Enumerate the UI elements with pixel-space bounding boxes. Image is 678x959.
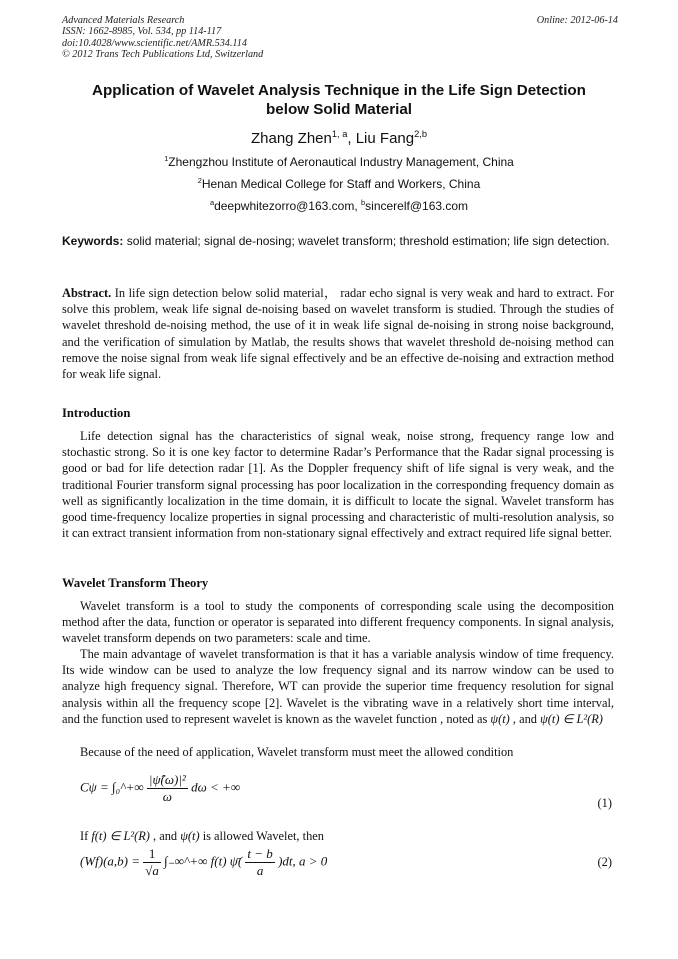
- affiliation-1: [62, 155, 616, 169]
- equation-2-number: (2): [597, 855, 612, 869]
- equation-1-number: (1): [597, 796, 612, 810]
- eq2-arg-fraction: [245, 846, 274, 879]
- eq1-fraction: [147, 772, 188, 805]
- if-statement: [80, 828, 614, 844]
- affiliation-1-text: Zhengzhou Institute of Aeronautical Industry Management, China: [168, 155, 514, 169]
- eq2-lhs: (Wf)(a,b) =: [80, 853, 144, 869]
- paper-title: [62, 81, 616, 119]
- author-separator: ,: [347, 130, 356, 147]
- email-b-sup: b: [361, 198, 366, 207]
- eq2-integral: ∫₋∞^+∞ f(t) ψ̄(: [164, 853, 243, 869]
- wavelet-paragraph-3: Because of the need of application, Wavelet transform must meet the allowed condition: [80, 745, 514, 759]
- if-text: If: [80, 829, 92, 843]
- psi-symbol: ψ(t): [490, 711, 510, 726]
- online-date: Online: 2012-06-14: [536, 15, 618, 26]
- psi-t-symbol: ψ(t): [180, 829, 200, 843]
- title-line-1: Application of Wavelet Analysis Technique in the Life Sign Detection: [92, 82, 586, 99]
- eq2-scale-numerator: 1: [143, 846, 161, 863]
- eq1-denominator: ω: [162, 789, 172, 804]
- affiliation-2: [62, 177, 616, 191]
- and-text: , and: [509, 711, 541, 726]
- journal-copyright: © 2012 Trans Tech Publications Ltd, Switzerland: [62, 49, 264, 61]
- keywords-label: Keywords:: [62, 234, 124, 248]
- abstract-label: Abstract.: [62, 286, 112, 300]
- if-and-text: , and: [149, 829, 181, 843]
- wavelet-paragraph-2-text: The main advantage of wavelet transformation is that it has a variable analysis window of time frequency. Its wide window can be used to analyze the low frequency signal and its narrow window can be used to analyze high frequency signal. Therefore, WT can provide the superior time frequency resolution for signal analysis within all the frequency scope [2]. Wavelet is the vibrating wave in a relatively short time interval, and the function used to represent wavelet is known as the wavelet function , noted as: [62, 647, 614, 726]
- section-heading-wavelet-theory: Wavelet Transform Theory: [62, 576, 209, 590]
- eq2-arg-numerator: t − b: [247, 846, 273, 861]
- affiliation-1-sup: 1: [164, 154, 169, 163]
- keywords: [62, 233, 614, 250]
- eq2-arg-denominator: a: [256, 863, 264, 878]
- intro-paragraph: Life detection signal has the characteristics of signal weak, noise strong, frequency range low and stochastic strong. So it is one key factor to determine Radar’s Performance that the Radar signal processing is good or bad for life detection radar [1]. As the Doppler frequency shift of life signal is very weak, and the traditional Fourier transform signal processing has poor localization in the corresponding frequency domain as well as significantly localization in the time domain, it is difficult to locate the signal. Wavelet transform has good time-frequency localize properties in signal processing and characteristic of multi-resolution analysis, so it can extract transient information from non-stationary signal effectively and extract required life signal better.: [62, 429, 614, 541]
- eq2-rhs: )dt, a > 0: [278, 853, 328, 869]
- eq1-rhs: dω < +∞: [191, 779, 241, 795]
- author-1-sup: 1, a: [331, 129, 348, 139]
- email-a: deepwhitezorro@163.com,: [214, 199, 362, 213]
- equation-2: [80, 846, 327, 879]
- author-2-sup: 2,b: [414, 129, 428, 139]
- journal-header: [62, 15, 618, 61]
- eq1-numerator: |ψ̂(ω)|²: [148, 772, 186, 787]
- affiliation-2-sup: 2: [197, 176, 202, 185]
- affiliation-2-text: Henan Medical College for Staff and Workers, China: [201, 177, 481, 191]
- eq1-lhs: Cψ = ∫₀^+∞: [80, 779, 144, 795]
- journal-name: Advanced Materials Research: [62, 15, 185, 26]
- eq2-scale-denominator: √a: [145, 863, 159, 878]
- author-1: Zhang Zhen: [250, 130, 332, 147]
- abstract-text: In life sign detection below solid material， radar echo signal is very weak and hard to extract. For solve this problem, weak life signal de-noising based on wavelet transform is studied. Through the studies of wavelet threshold de-noising method, the use of it in weak life signal de-noising in strong noise background, and the verification of simulation by Matlab, the results shows that wavelet threshold de-noising method can remove the noise signal from weak life signal effectively and be an effective de-noising and extraction method for weak life signal.: [62, 286, 614, 382]
- title-line-2: below Solid Material: [266, 101, 412, 118]
- email-b: sincerelf@163.com: [365, 199, 469, 213]
- author-2: Liu Fang: [355, 130, 415, 147]
- f-in-l2-symbol: f(t) ∈ L²(R): [91, 829, 150, 843]
- keywords-text: solid material; signal de-nosing; wavelet transform; threshold estimation; life sign detection.: [123, 234, 610, 248]
- abstract: [62, 285, 614, 382]
- equation-1: [80, 772, 240, 805]
- author-list: [62, 130, 616, 147]
- email-a-sup: a: [209, 198, 215, 207]
- if-tail-text: is allowed Wavelet, then: [199, 829, 324, 843]
- section-heading-introduction: Introduction: [62, 406, 131, 420]
- author-emails: [62, 199, 616, 213]
- wavelet-paragraph-2: [62, 646, 614, 727]
- eq2-scale-fraction: [143, 846, 161, 879]
- psi-in-l2-symbol: ψ(t) ∈ L²(R): [540, 711, 603, 726]
- journal-issn: ISSN: 1662-8985, Vol. 534, pp 114-117: [62, 26, 222, 38]
- wavelet-paragraph-1: Wavelet transform is a tool to study the components of corresponding scale using the decomposition method after the data, function or operator is separated into different frequency components. In signal analysis, wavelet transform depends on two parameters: scale and time.: [62, 599, 614, 646]
- journal-doi: doi:10.4028/www.scientific.net/AMR.534.114: [62, 37, 247, 49]
